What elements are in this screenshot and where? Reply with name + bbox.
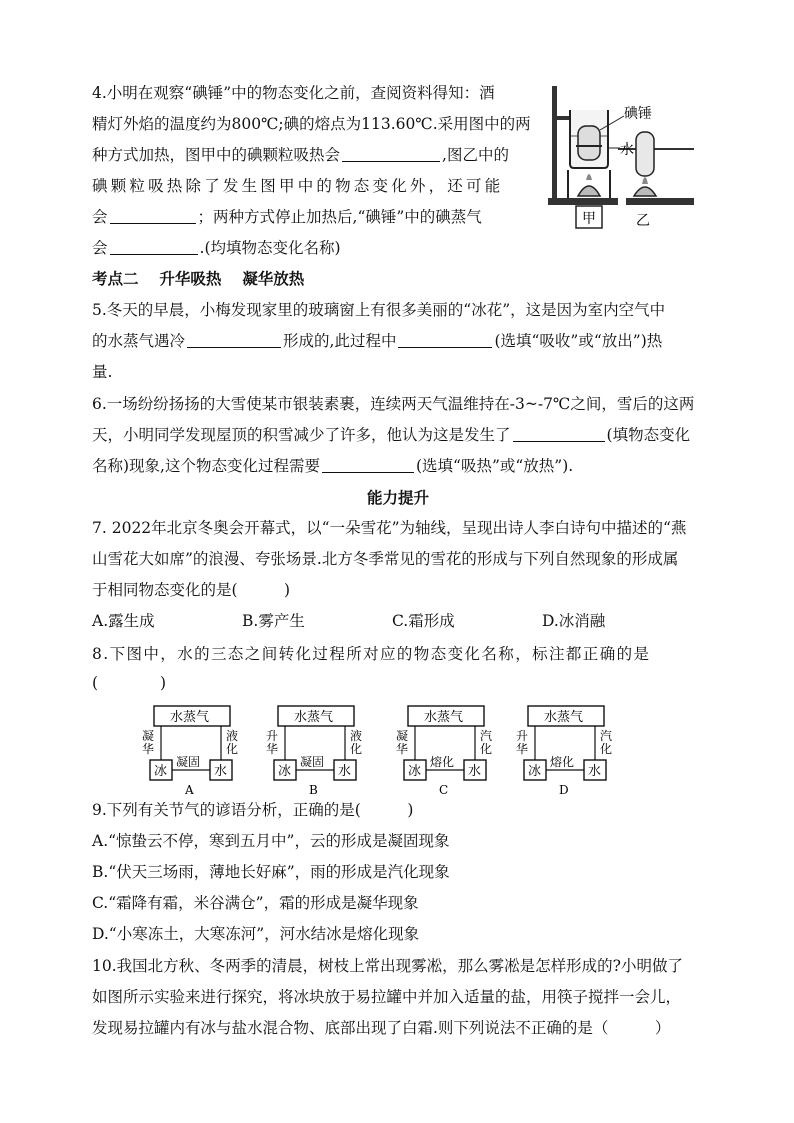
section-heading-2: 考点二 升华吸热 凝华放热 [92,269,305,288]
q6-line-2b: (填物态变化 [606,426,691,444]
q10-line-1: 10.我国北方秋、冬两季的清晨，树枝上常出现雾凇，那么雾凇是怎样形成的?小明做了 [92,957,683,975]
left-process-label-char: 升 [266,729,279,743]
q8-diagram-A [142,706,238,797]
q7-line-2: 山雪花大如席”的浪漫、夸张场景.北方冬季常见的雪花的形成与下列自然现象的形成属 [92,550,679,568]
bottom-process-label: 熔化 [430,755,455,769]
q5-line-2a: 的水蒸气遇冷 [92,332,186,350]
stand-rod-jia [552,86,557,200]
q5-line-3: 量. [92,363,113,381]
q7-option-c[interactable]: C.霜形成 [392,612,455,630]
q9-line-1: 9.下列有关节气的谚语分析，正确的是( ) [92,801,414,819]
q4-blank-2[interactable] [110,207,196,224]
q9-option-b[interactable]: B.“伏天三场雨，薄地长好麻”，雨的形成是汽化现象 [92,863,450,881]
water-label: 水 [588,764,602,779]
q6-blank-2[interactable] [322,456,414,473]
q9-option-d[interactable]: D.“小寒冻土，大寒冻河”，河水结冰是熔化现象 [92,925,420,943]
left-process-label-char: 华 [266,742,279,756]
q6-line-3a: 名称)现象,这个物态变化过程需要 [92,457,320,475]
bottom-process-label: 凝固 [176,755,201,769]
water-label: 水 [338,764,352,779]
right-process-label-char: 汽 [600,729,613,743]
q5-line-2b: 形成的,此过程中 [283,332,397,350]
label-iodine-hammer: 碘锤 [624,106,652,122]
q4-line-6 [92,237,341,259]
right-process-label-char: 化 [350,742,363,756]
q10-line-2: 如图所示实验来进行探究，将冰块放于易拉罐中并加入适量的盐，用筷子搅拌一会儿， [92,988,682,1006]
diagram-letter: D [559,783,569,797]
q4-line-1: 4.小明在观察“碘锤”中的物态变化之前，查阅资料得知：酒 [92,84,495,102]
q8-diagrams [140,704,613,797]
q4-line-3b: ,图乙中的 [442,146,509,164]
right-process-label-char: 化 [600,742,613,756]
q5-blank-2[interactable] [398,331,492,348]
alcohol-lamp-jia [578,186,600,196]
vapor-label: 水蒸气 [294,710,334,725]
ice-label: 冰 [408,764,422,779]
diagram-letter: C [439,783,449,797]
ice-label: 冰 [278,764,292,779]
q6-line-3 [92,455,573,477]
left-process-label-char: 华 [396,742,409,756]
q6-line-2 [92,424,690,446]
q4-blank-1[interactable] [342,145,440,162]
diagram-letter: A [185,783,194,797]
q4-blank-3[interactable] [110,238,198,255]
label-yi: 乙 [636,213,650,229]
left-process-label-char: 华 [142,742,155,756]
q6-line-2a: 天，小明同学发现屋顶的积雪减少了许多，他认为这是发生了 [92,426,511,444]
q5-blank-1[interactable] [187,331,281,348]
q4-line-4: 碘颗粒吸热除了发生图甲中的物态变化外，还可能 [92,177,504,195]
diagram-letter: B [309,783,318,797]
q4-line-3 [92,144,509,166]
q8-line-2: ( ) [92,674,167,692]
iodine-hammer-jia [578,126,600,160]
ice-label: 冰 [154,764,168,779]
left-process-label-char: 凝 [142,729,155,743]
right-process-label-char: 化 [226,742,239,756]
q5-line-2c: (选填“吸收”或“放出”)热 [494,332,663,350]
q4-line-5b: ；两种方式停止加热后,“碘锤”中的碘蒸气 [197,208,482,226]
q6-blank-1[interactable] [513,425,605,442]
stand-base-jia [548,198,618,205]
flame-jia [586,174,592,180]
vapor-label: 水蒸气 [170,710,210,725]
right-process-label-char: 液 [226,729,239,743]
right-process-label-char: 汽 [480,729,493,743]
q5-line-2 [92,330,662,352]
water-label: 水 [214,764,228,779]
q7-line-3: 于相同物态变化的是( ) [92,581,291,599]
ice-label: 冰 [528,764,542,779]
q8-diagram-B [266,706,362,797]
label-jia: 甲 [582,211,596,227]
q5-line-1: 5.冬天的早晨，小梅发现家里的玻璃窗上有很多美丽的“冰花”，这是因为室内空气中 [92,301,666,319]
section-heading-3: 能力提升 [367,488,430,507]
q7-option-d[interactable]: D.冰消融 [542,612,606,630]
q7-option-b[interactable]: B.雾产生 [242,612,305,630]
alcohol-lamp-yi [634,187,656,196]
q6-line-1: 6.一场纷纷扬扬的大雪使某市银装素裹，连续两天气温维持在-3~-7℃之间，雪后的这两 [92,395,695,413]
bottom-process-label: 熔化 [550,755,575,769]
q10-line-3: 发现易拉罐内有冰与盐水混合物、底部出现了白霜.则下列说法不正确的是（ ） [92,1019,671,1037]
left-process-label-char: 凝 [396,729,409,743]
q4-line-3a: 种方式加热，图甲中的碘颗粒吸热会 [92,146,341,164]
q6-line-3b: (选填“吸热”或“放热”). [415,457,574,475]
q4-line-6a: 会 [92,239,108,257]
right-process-label-char: 液 [350,729,363,743]
iodine-hammer-yi [636,132,654,176]
vapor-label: 水蒸气 [544,710,584,725]
q4-line-6b: .(均填物态变化名称) [199,239,341,257]
right-process-label-char: 化 [480,742,493,756]
q8-diagram-C [396,706,492,797]
iodine-hammer-figure [538,80,698,230]
flame-yi [642,177,648,184]
bottom-process-label: 凝固 [300,755,325,769]
q9-option-c[interactable]: C.“霜降有霜，米谷满仓”，霜的形成是凝华现象 [92,894,419,912]
vapor-label: 水蒸气 [424,710,464,725]
q7-line-1: 7. 2022年北京冬奥会开幕式，以“一朵雪花”为轴线，呈现出诗人李白诗句中描述的“燕 [92,519,687,537]
q4-line-5a: 会 [92,208,108,226]
left-process-label-char: 升 [516,729,529,743]
water-label: 水 [468,764,482,779]
q7-option-a[interactable]: A.露生成 [92,612,155,630]
stand-base-yi [626,198,694,205]
q9-option-a[interactable]: A.“惊蛰云不停，寒到五月中”，云的形成是凝固现象 [92,832,450,850]
left-process-label-char: 华 [516,742,529,756]
q4-line-5 [92,206,482,228]
q4-line-2: 精灯外焰的温度约为800℃;碘的熔点为113.60℃.采用图中的两 [92,115,531,133]
q8-diagram-D [516,706,612,797]
q8-line-1: 8.下图中，水的三态之间转化过程所对应的物态变化名称，标注都正确的是 [92,645,651,663]
label-water: 水 [620,142,634,158]
